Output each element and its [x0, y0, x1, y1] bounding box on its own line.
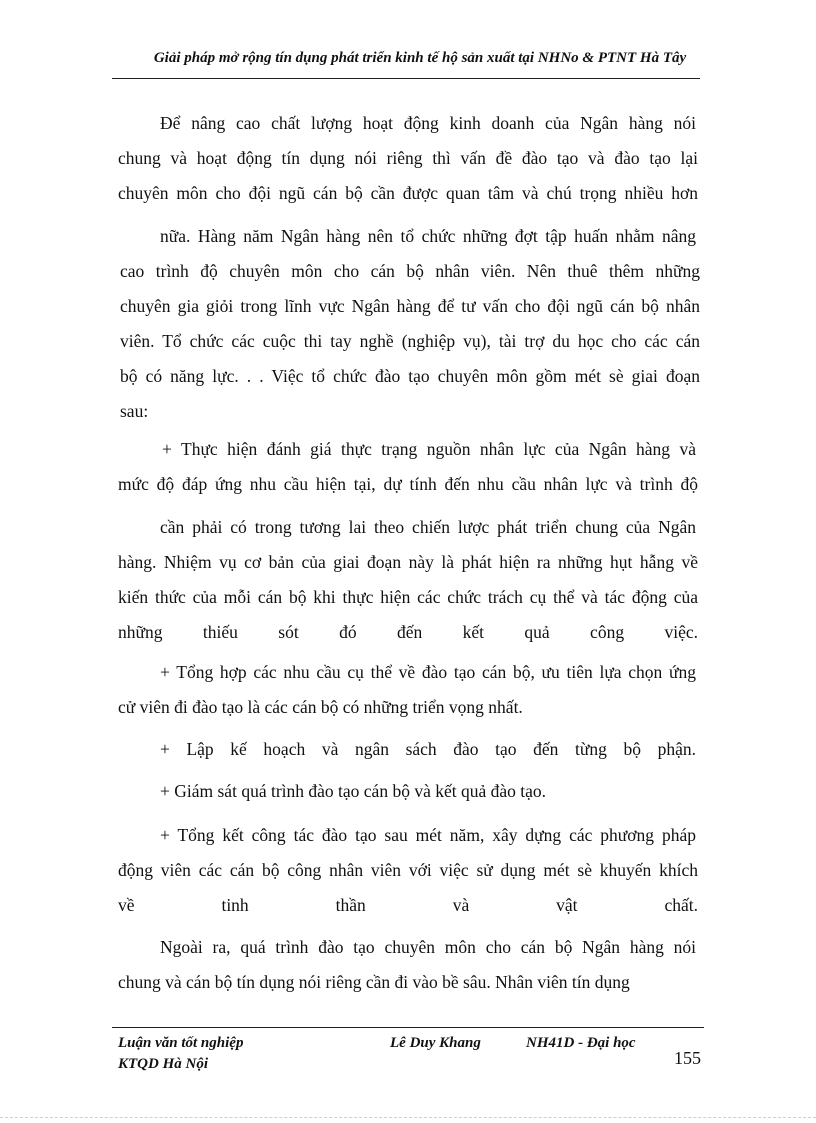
footer-school: KTQD Hà Nội [118, 1056, 208, 1072]
body-line: chung và cán bộ tín dụng nói riêng cần đi vào bề sâu. Nhân viên tín dụng [118, 972, 630, 992]
body-line: những thiếu sót đó đến kết quả công việc. [118, 622, 698, 642]
body-line: + Tổng hợp các nhu cầu cụ thể về đào tạo cán bộ, ưu tiên lựa chọn ứng [160, 662, 696, 682]
body-line: nữa. Hàng năm Ngân hàng nên tổ chức những đợt tập huấn nhằm nâng [160, 226, 696, 246]
body-line: chuyên gia giỏi trong lĩnh vực Ngân hàng để tư vấn cho đội ngũ cán bộ nhân [120, 296, 700, 316]
body-line: kiến thức của mỗi cán bộ khi thực hiện các chức trách cụ thể và tác động của [118, 587, 698, 607]
page-number: 155 [674, 1048, 701, 1068]
body-line: + Tổng kết công tác đào tạo sau mét năm, xây dựng các phương pháp [160, 825, 696, 845]
body-line: + Thực hiện đánh giá thực trạng nguồn nhân lực của Ngân hàng và [162, 439, 696, 459]
body-line: + Lập kế hoạch và ngân sách đào tạo đến từng bộ phận. [160, 739, 696, 759]
body-line: bộ có năng lực. . . Việc tổ chức đào tạo chuyên môn gồm mét sè giai đoạn [120, 366, 700, 386]
body-line: cần phải có trong tương lai theo chiến lược phát triển chung của Ngân [160, 517, 696, 537]
body-line: Ngoài ra, quá trình đào tạo chuyên môn cho cán bộ Ngân hàng nói [160, 937, 696, 957]
body-line: Để nâng cao chất lượng hoạt động kinh doanh của Ngân hàng nói [160, 113, 696, 133]
body-line: mức độ đáp ứng nhu cầu hiện tại, dự tính đến nhu cầu nhân lực và trình độ [118, 474, 698, 494]
body-line: hàng. Nhiệm vụ cơ bản của giai đoạn này là phát hiện ra những hụt hẫng về [118, 552, 698, 572]
body-line: viên. Tổ chức các cuộc thi tay nghề (nghiệp vụ), tài trợ du học cho các cán [120, 331, 700, 351]
body-line: cử viên đi đào tạo là các cán bộ có những triển vọng nhất. [118, 697, 523, 717]
body-line: về tinh thần và vật chất. [118, 895, 698, 915]
footer-thesis-label: Luận văn tốt nghiệp [118, 1035, 244, 1051]
page-bottom-edge [0, 1117, 816, 1118]
header-divider [112, 78, 700, 79]
footer-class: NH41D - Đại học [526, 1035, 636, 1051]
footer-divider [112, 1027, 704, 1028]
body-line: chung và hoạt động tín dụng nói riêng thì vấn đề đào tạo và đào tạo lại [118, 148, 698, 168]
footer-author: Lê Duy Khang [390, 1035, 481, 1051]
running-header: Giải pháp mở rộng tín dụng phát triển kinh tế hộ sản xuất tại NHNo & PTNT Hà Tây [153, 50, 687, 66]
body-line: chuyên môn cho đội ngũ cán bộ cần được quan tâm và chú trọng nhiều hơn [118, 183, 698, 203]
body-line: + Giám sát quá trình đào tạo cán bộ và kết quả đào tạo. [160, 781, 546, 801]
body-line: động viên các cán bộ công nhân viên với việc sử dụng mét sè khuyến khích [118, 860, 698, 880]
body-line: sau: [120, 401, 149, 421]
body-line: cao trình độ chuyên môn cho cán bộ nhân viên. Nên thuê thêm những [120, 261, 700, 281]
